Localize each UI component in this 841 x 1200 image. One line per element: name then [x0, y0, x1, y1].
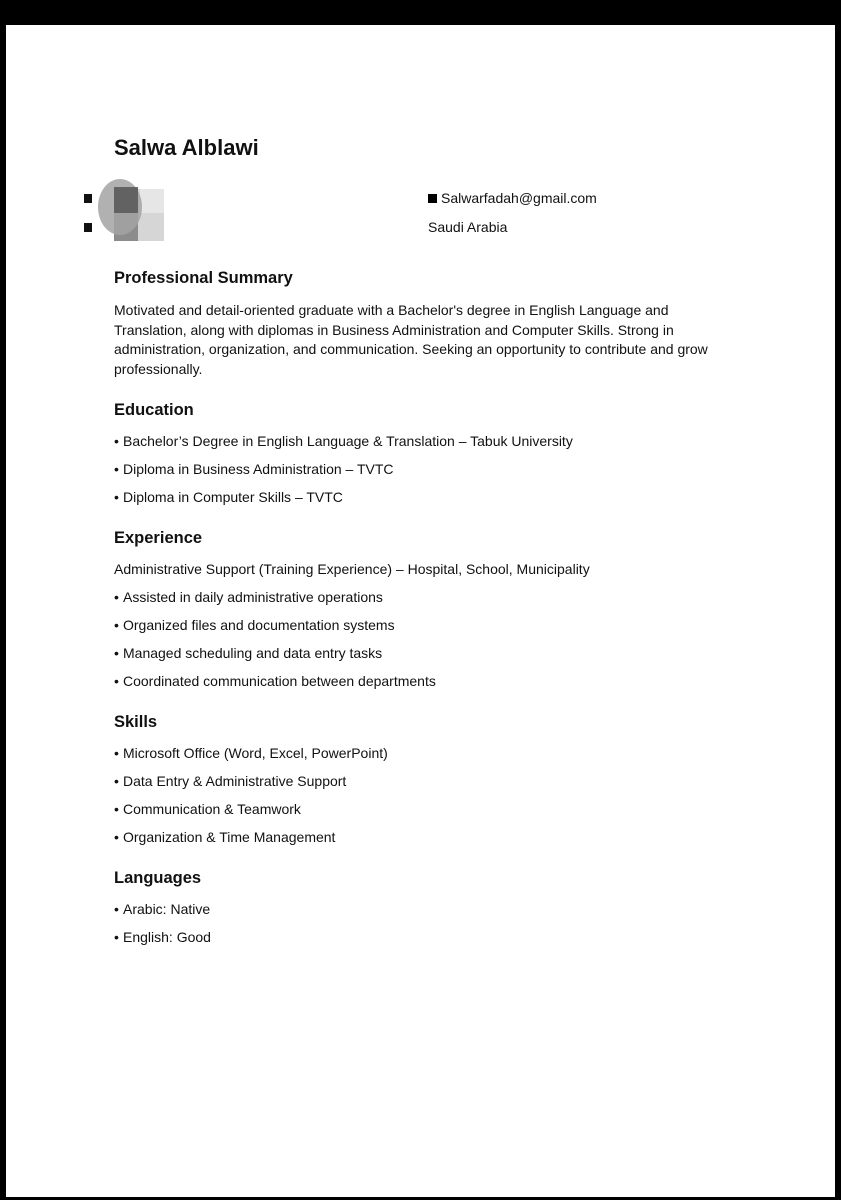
experience-item: • Managed scheduling and data entry tasks	[114, 645, 383, 661]
skills-heading: Skills	[114, 713, 158, 731]
skills-item: • Data Entry & Administrative Support	[114, 773, 347, 789]
education-item: • Diploma in Computer Skills – TVTC	[114, 489, 343, 505]
languages-item: • English: Good	[114, 929, 211, 945]
square-bullet-icon	[428, 194, 437, 203]
candidate-name: Salwa Alblawi	[114, 135, 259, 160]
location-text: Saudi Arabia	[428, 219, 508, 235]
languages-heading: Languages	[114, 869, 202, 887]
experience-item: • Coordinated communication between departments	[114, 673, 436, 689]
languages-item-text: Arabic: Native	[123, 901, 211, 917]
education-item-text: Diploma in Business Administration – TVTC	[123, 461, 394, 477]
email-line	[428, 190, 597, 206]
skills-item: • Communication & Teamwork	[114, 801, 301, 817]
languages-item-text: English: Good	[123, 929, 211, 945]
experience-item-text: Managed scheduling and data entry tasks	[123, 645, 383, 661]
contact-block	[114, 187, 734, 247]
skills-item: • Microsoft Office (Word, Excel, PowerPoint)	[114, 745, 388, 761]
resume-page	[6, 25, 835, 1197]
education-heading: Education	[114, 401, 194, 419]
summary-heading: Professional Summary	[114, 269, 293, 287]
experience-item: • Assisted in daily administrative operations	[114, 589, 383, 605]
location-line	[428, 219, 507, 235]
experience-heading: Experience	[114, 529, 203, 547]
skills-item-text: Organization & Time Management	[123, 829, 336, 845]
education-item: • Bachelor’s Degree in English Language & Translation – Tabuk University	[114, 433, 573, 449]
redaction-blur-icon	[84, 177, 164, 241]
email-text: Salwarfadah@gmail.com	[441, 190, 597, 206]
summary-text: Motivated and detail-oriented graduate with a Bachelor's degree in English Language and Translation, along with diplomas in Business Administration and Computer Skills. Strong in administration, organization, and communication. Seeking an opportunity to contribute and grow professionally.	[114, 302, 708, 378]
languages-item: • Arabic: Native	[114, 901, 211, 917]
skills-item-text: Data Entry & Administrative Support	[123, 773, 347, 789]
skills-item-text: Microsoft Office (Word, Excel, PowerPoint)	[123, 745, 388, 761]
education-item: • Diploma in Business Administration – TVTC	[114, 461, 394, 477]
experience-role: Administrative Support (Training Experience) – Hospital, School, Municipality	[114, 561, 590, 577]
experience-item-text: Coordinated communication between departments	[123, 673, 436, 689]
experience-item-text: Assisted in daily administrative operations	[123, 589, 383, 605]
skills-item-text: Communication & Teamwork	[123, 801, 301, 817]
skills-item: • Organization & Time Management	[114, 829, 336, 845]
experience-item: • Organized files and documentation systems	[114, 617, 395, 633]
education-item-text: Diploma in Computer Skills – TVTC	[123, 489, 343, 505]
experience-item-text: Organized files and documentation systems	[123, 617, 395, 633]
education-item-text: Bachelor’s Degree in English Language & Translation – Tabuk University	[123, 433, 573, 449]
